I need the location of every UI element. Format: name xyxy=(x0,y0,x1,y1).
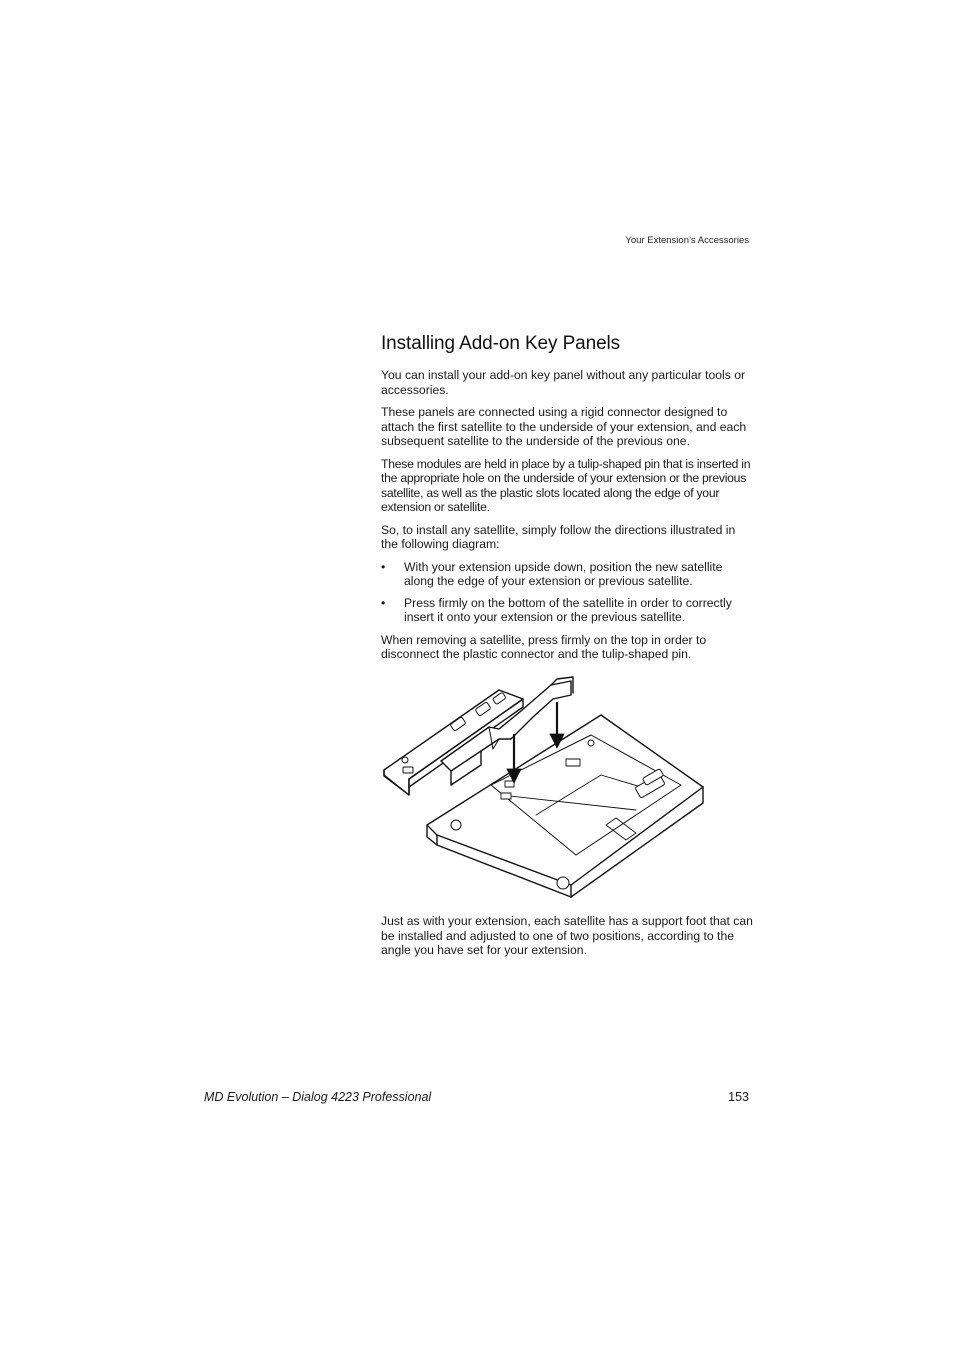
support-foot-paragraph: Just as with your extension, each satellite has a support foot that can be installed and adjusted to one of two positions, according to the angle you have set for your extension. xyxy=(381,914,753,957)
installation-diagram xyxy=(381,675,711,910)
list-item xyxy=(381,560,753,589)
section-body xyxy=(381,332,753,670)
connector-paragraph: These panels are connected using a rigid connector designed to attach the first satellite to the underside of your extension, and each subsequent satellite to the underside of the previous one. xyxy=(381,405,747,448)
bullet-glyph: • xyxy=(381,559,386,574)
intro-paragraph: You can install your add-on key panel without any particular tools or accessories. xyxy=(381,368,746,397)
directions-paragraph: So, to install any satellite, simply follow the directions illustrated in the following diagram: xyxy=(381,522,736,551)
footer-document-title: MD Evolution – Dialog 4223 Professional xyxy=(204,1090,432,1104)
removal-paragraph: When removing a satellite, press firmly on the top in order to disconnect the plastic connector and the tulip-shaped pin. xyxy=(381,632,707,661)
running-header: Your Extension’s Accessories xyxy=(625,235,749,246)
page-number: 153 xyxy=(728,1090,749,1104)
list-item xyxy=(381,596,753,625)
list-item-text: With your extension upside down, position the new satellite along the edge of your extension or previous satellite. xyxy=(404,559,723,588)
pin-paragraph: These modules are held in place by a tulip-shaped pin that is inserted in the appropriate hole on the underside of your extension or the previous satellite, as well as the plastic slots located along the edge of your extension or satellite. xyxy=(381,456,751,514)
section-title: Installing Add-on Key Panels xyxy=(381,333,621,354)
list-item-text: Press firmly on the bottom of the satellite in order to correctly insert it onto your extension or the previous satellite. xyxy=(404,595,732,624)
bullet-glyph: • xyxy=(381,595,386,610)
instruction-list xyxy=(381,560,753,625)
